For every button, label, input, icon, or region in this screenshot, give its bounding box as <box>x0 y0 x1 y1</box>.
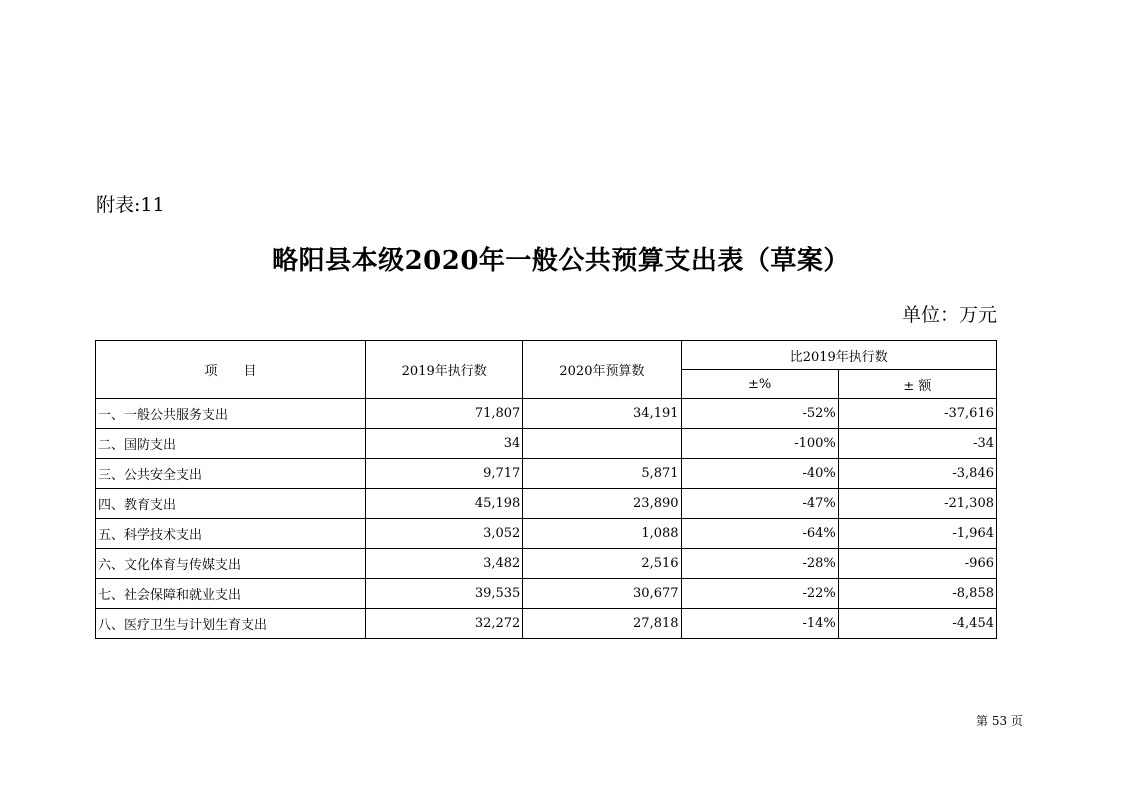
cell-pct: -22% <box>681 579 838 609</box>
unit-label: 单位：万元 <box>901 304 997 326</box>
cell-budget-2020 <box>523 429 681 459</box>
table-row <box>96 459 997 489</box>
cell-item: 四、教育支出 <box>96 489 366 519</box>
cell-pct: -100% <box>681 429 838 459</box>
cell-executed-2019: 71,807 <box>366 399 523 429</box>
cell-item: 六、文化体育与传媒支出 <box>96 549 366 579</box>
header-compare-group: 比2019年执行数 <box>681 341 996 370</box>
table-row <box>96 489 997 519</box>
cell-amount: -3,846 <box>838 459 996 489</box>
table-row <box>96 519 997 549</box>
cell-executed-2019: 45,198 <box>366 489 523 519</box>
cell-item: 三、公共安全支出 <box>96 459 366 489</box>
cell-item: 二、国防支出 <box>96 429 366 459</box>
header-amount: ± 额 <box>838 370 996 399</box>
attachment-label: 附表:11 <box>96 194 165 216</box>
cell-executed-2019: 9,717 <box>366 459 523 489</box>
cell-amount: -966 <box>838 549 996 579</box>
cell-budget-2020: 30,677 <box>523 579 681 609</box>
cell-amount: -8,858 <box>838 579 996 609</box>
cell-pct: -40% <box>681 459 838 489</box>
cell-amount: -1,964 <box>838 519 996 549</box>
cell-budget-2020: 23,890 <box>523 489 681 519</box>
cell-executed-2019: 3,052 <box>366 519 523 549</box>
cell-budget-2020: 34,191 <box>523 399 681 429</box>
cell-budget-2020: 2,516 <box>523 549 681 579</box>
cell-item: 七、社会保障和就业支出 <box>96 579 366 609</box>
cell-amount: -21,308 <box>838 489 996 519</box>
header-budget-2020: 2020年预算数 <box>523 341 681 399</box>
table-row <box>96 399 997 429</box>
table-row <box>96 609 997 639</box>
table-row <box>96 549 997 579</box>
cell-budget-2020: 5,871 <box>523 459 681 489</box>
header-executed-2019: 2019年执行数 <box>366 341 523 399</box>
table-row <box>96 579 997 609</box>
cell-executed-2019: 3,482 <box>366 549 523 579</box>
cell-budget-2020: 27,818 <box>523 609 681 639</box>
cell-pct: -52% <box>681 399 838 429</box>
cell-item: 一、一般公共服务支出 <box>96 399 366 429</box>
table-row <box>96 429 997 459</box>
cell-pct: -64% <box>681 519 838 549</box>
cell-amount: -37,616 <box>838 399 996 429</box>
header-pct: ±% <box>681 370 838 399</box>
page-title: 略阳县本级2020年一般公共预算支出表（草案） <box>272 246 850 276</box>
cell-pct: -14% <box>681 609 838 639</box>
cell-pct: -47% <box>681 489 838 519</box>
cell-pct: -28% <box>681 549 838 579</box>
cell-item: 五、科学技术支出 <box>96 519 366 549</box>
cell-amount: -4,454 <box>838 609 996 639</box>
cell-executed-2019: 34 <box>366 429 523 459</box>
page-number: 第 53 页 <box>976 714 1023 728</box>
header-item: 项 目 <box>96 341 366 399</box>
cell-amount: -34 <box>838 429 996 459</box>
budget-table <box>95 340 997 639</box>
cell-executed-2019: 32,272 <box>366 609 523 639</box>
cell-budget-2020: 1,088 <box>523 519 681 549</box>
cell-executed-2019: 39,535 <box>366 579 523 609</box>
cell-item: 八、医疗卫生与计划生育支出 <box>96 609 366 639</box>
